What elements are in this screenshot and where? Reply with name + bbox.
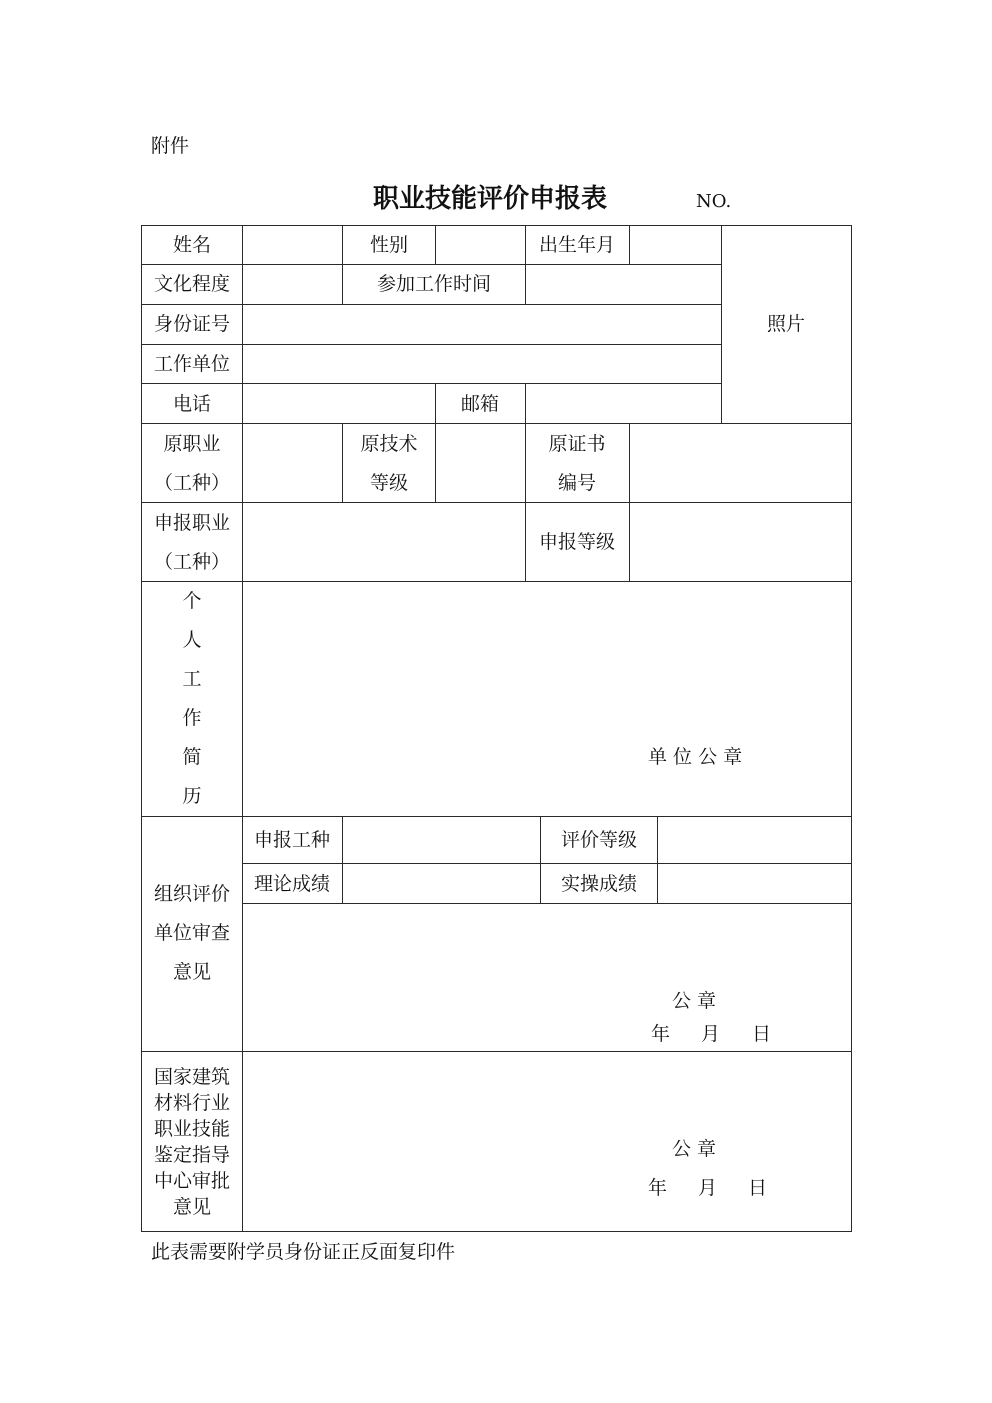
table-line	[851, 225, 852, 1231]
original-cert-label-sub: 编号	[557, 472, 597, 494]
gender-label: 性别	[369, 234, 409, 256]
form-number-label: NO.	[696, 191, 732, 212]
form-title: 职业技能评价申报表	[372, 184, 608, 214]
center-review-label: 国家建筑材料行业职业技能鉴定指导中心审批意见	[153, 1066, 230, 1218]
table-line	[141, 1231, 852, 1232]
work-start-label: 参加工作时间	[376, 273, 492, 295]
theory-score-label: 理论成绩	[253, 873, 331, 895]
table-line	[141, 225, 142, 1231]
apply-job-label-sub: （工种）	[153, 551, 231, 573]
education-field[interactable]	[243, 265, 342, 304]
employer-label: 工作单位	[153, 353, 231, 375]
original-level-label: 原技术	[360, 433, 418, 455]
phone-label: 电话	[172, 393, 212, 415]
attachment-label: 附件	[151, 135, 190, 157]
original-job-field[interactable]	[243, 424, 342, 502]
employer-field[interactable]	[243, 345, 721, 383]
table-line	[435, 383, 436, 423]
birth-date-field[interactable]	[630, 226, 721, 264]
id-number-field[interactable]	[243, 305, 721, 344]
email-field[interactable]	[526, 384, 721, 423]
practical-score-label: 实操成绩	[560, 873, 638, 895]
photo-box[interactable]	[722, 226, 851, 423]
center-review-seal: 公 章	[672, 1138, 717, 1160]
phone-field[interactable]	[243, 384, 435, 423]
org-review-label: 组织评价单位审查意见	[153, 883, 230, 983]
original-job-label: 原职业	[163, 433, 221, 455]
original-job-label-sub: （工种）	[153, 472, 231, 494]
table-line	[342, 225, 343, 304]
photo-label: 照片	[766, 313, 806, 335]
org-review-month: 月	[701, 1023, 721, 1045]
center-review-field[interactable]	[243, 1052, 851, 1231]
practical-score-field[interactable]	[658, 864, 851, 903]
table-line	[342, 423, 343, 502]
work-start-field[interactable]	[526, 265, 721, 304]
org-review-seal: 公 章	[672, 990, 717, 1012]
resume-label: 个人工作简历	[182, 590, 202, 807]
birth-date-label: 出生年月	[538, 234, 616, 256]
eval-level-label: 评价等级	[560, 829, 638, 851]
table-line	[540, 816, 541, 903]
apply-job-label: 申报职业	[153, 512, 231, 534]
original-cert-label: 原证书	[548, 433, 606, 455]
footer-note: 此表需要附学员身份证正反面复印件	[151, 1241, 456, 1263]
org-review-day: 日	[752, 1023, 772, 1045]
resume-seal: 单 位 公 章	[648, 746, 743, 768]
gender-field[interactable]	[436, 226, 525, 264]
apply-job-field[interactable]	[243, 503, 525, 581]
name-label: 姓名	[172, 234, 212, 256]
resume-field[interactable]	[243, 582, 851, 816]
eval-level-field[interactable]	[658, 817, 851, 863]
original-cert-field[interactable]	[630, 424, 851, 502]
org-apply-type-field[interactable]	[343, 817, 540, 863]
center-review-day: 日	[748, 1177, 768, 1199]
original-level-field[interactable]	[436, 424, 525, 502]
apply-level-label-text: 申报等级	[538, 531, 616, 553]
id-number-label: 身份证号	[153, 313, 231, 335]
org-review-year: 年	[651, 1023, 671, 1045]
center-review-year: 年	[648, 1177, 668, 1199]
education-label: 文化程度	[153, 273, 231, 295]
name-field[interactable]	[243, 226, 342, 264]
original-level-label-sub: 等级	[369, 472, 409, 494]
apply-level-field[interactable]	[630, 503, 851, 581]
org-apply-type-label: 申报工种	[253, 829, 331, 851]
theory-score-field[interactable]	[343, 864, 540, 903]
email-label: 邮箱	[460, 393, 500, 415]
center-review-month: 月	[698, 1177, 718, 1199]
